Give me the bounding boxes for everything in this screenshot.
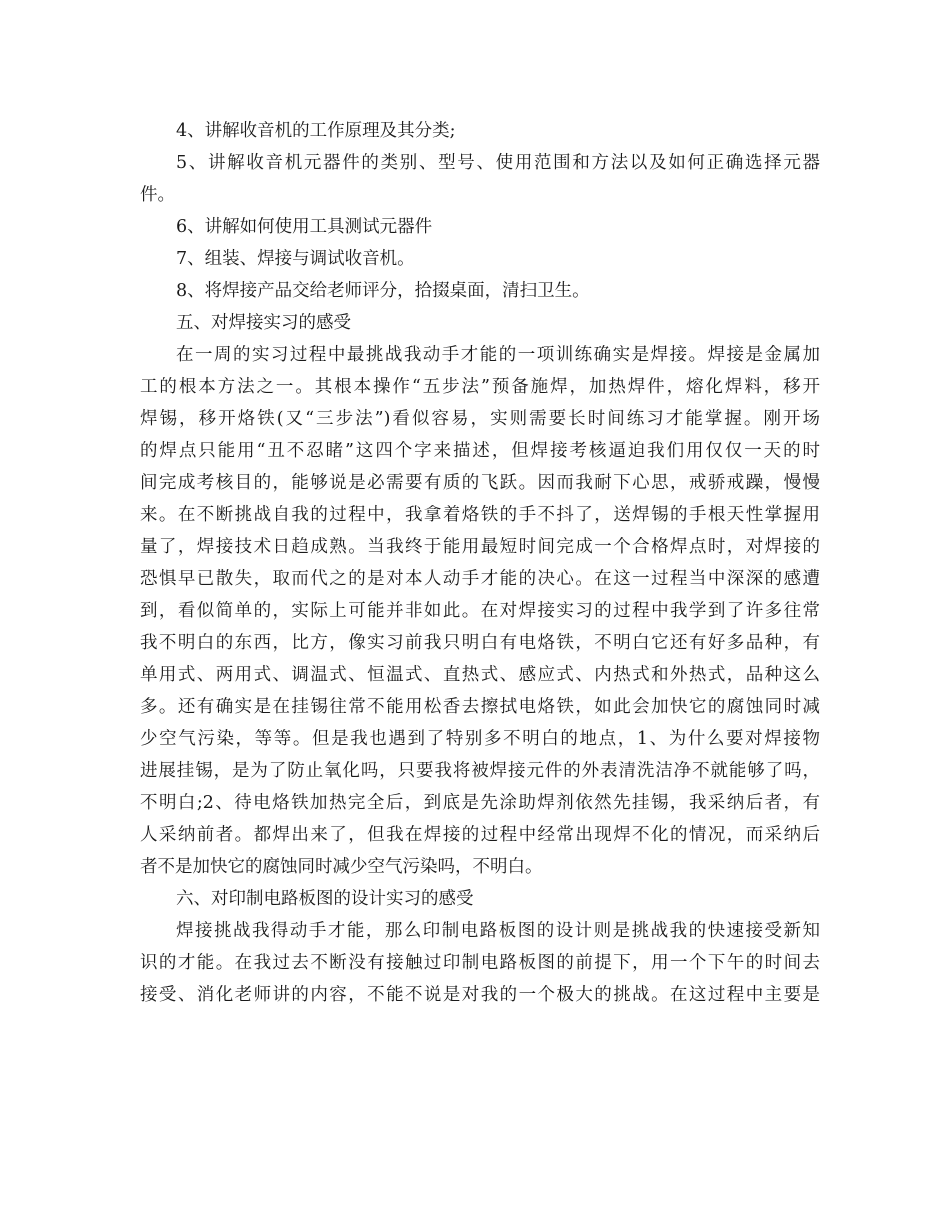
paragraph-line: 者不是加快它的腐蚀同时减少空气污染吗，不明白。 <box>140 857 543 877</box>
list-item-line: 7、组装、焊接与调试收音机。 <box>176 249 415 269</box>
paragraph-line: 间完成考核目的，能够说是必需要有质的飞跃。因而我耐下心思，戒骄戒躁，慢慢 <box>140 473 820 493</box>
paragraph-line: 接受、消化老师讲的内容，不能不说是对我的一个极大的挑战。在这过程中主要是 <box>140 985 820 1005</box>
paragraph-line: 不明白;2、待电烙铁加热完全后，到底是先涂助焊剂依然先挂锡，我采纳后者，有 <box>140 793 820 813</box>
list-item-line: 4、讲解收音机的工作原理及其分类; <box>176 121 456 141</box>
list-item-line: 8、将焊接产品交给老师评分，拾掇桌面，清扫卫生。 <box>176 281 590 301</box>
paragraph-line: 进展挂锡，是为了防止氧化吗，只要我将被焊接元件的外表清洗洁净不就能够了吗， <box>140 761 820 781</box>
paragraph-line: 量了，焊接技术日趋成熟。当我终于能用最短时间完成一个合格焊点时，对焊接的 <box>140 537 820 557</box>
paragraph-line: 焊锡，移开烙铁(又“三步法”)看似容易，实则需要长时间练习才能掌握。刚开场 <box>140 409 820 429</box>
paragraph-line: 来。在不断挑战自我的过程中，我拿着烙铁的手不抖了，送焊锡的手根天性掌握用 <box>140 505 820 525</box>
section-5-paragraph <box>140 339 820 883</box>
section-heading-6: 六、对印制电路板图的设计实习的感受 <box>176 889 474 909</box>
list-item <box>140 115 820 147</box>
paragraph-line: 恐惧早已散失，取而代之的是对本人动手才能的决心。在这一过程当中深深的感遭 <box>140 569 820 589</box>
list-item <box>140 275 820 307</box>
list-item <box>140 243 820 275</box>
paragraph-line: 的焊点只能用“丑不忍睹”这四个字来描述，但焊接考核逼迫我们用仅仅一天的时 <box>140 441 820 461</box>
section-6-paragraph <box>140 915 820 1011</box>
paragraph-line: 人采纳前者。都焊出来了，但我在焊接的过程中经常出现焊不化的情况，而采纳后 <box>140 825 820 845</box>
list-item-line: 件。 <box>140 185 175 205</box>
list-item <box>140 147 820 211</box>
paragraph-line: 焊接挑战我得动手才能，那么印制电路板图的设计则是挑战我的快速接受新知 <box>176 921 820 941</box>
list-item-line: 6、讲解如何使用工具测试元器件 <box>176 217 433 237</box>
section-heading-5: 五、对焊接实习的感受 <box>176 313 351 333</box>
paragraph-line: 多。还有确实是在挂锡往常不能用松香去擦拭电烙铁，如此会加快它的腐蚀同时减 <box>140 697 820 717</box>
list-item <box>140 211 820 243</box>
paragraph-line: 识的才能。在我过去不断没有接触过印制电路板图的前提下，用一个下午的时间去 <box>140 953 820 973</box>
document-body <box>140 115 820 1011</box>
paragraph-line: 到，看似简单的，实际上可能并非如此。在对焊接实习的过程中我学到了许多往常 <box>140 601 820 621</box>
paragraph-line: 单用式、两用式、调温式、恒温式、直热式、感应式、内热式和外热式，品种这么 <box>140 665 820 685</box>
paragraph-line: 工的根本方法之一。其根本操作“五步法”预备施焊，加热焊件，熔化焊料，移开 <box>140 377 820 397</box>
list-item-line: 5、讲解收音机元器件的类别、型号、使用范围和方法以及如何正确选择元器 <box>176 153 820 173</box>
paragraph-line: 在一周的实习过程中最挑战我动手才能的一项训练确实是焊接。焊接是金属加 <box>176 345 820 365</box>
paragraph-line: 少空气污染，等等。但是我也遇到了特别多不明白的地点，1、为什么要对焊接物 <box>140 729 820 749</box>
paragraph-line: 我不明白的东西，比方，像实习前我只明白有电烙铁，不明白它还有好多品种，有 <box>140 633 820 653</box>
